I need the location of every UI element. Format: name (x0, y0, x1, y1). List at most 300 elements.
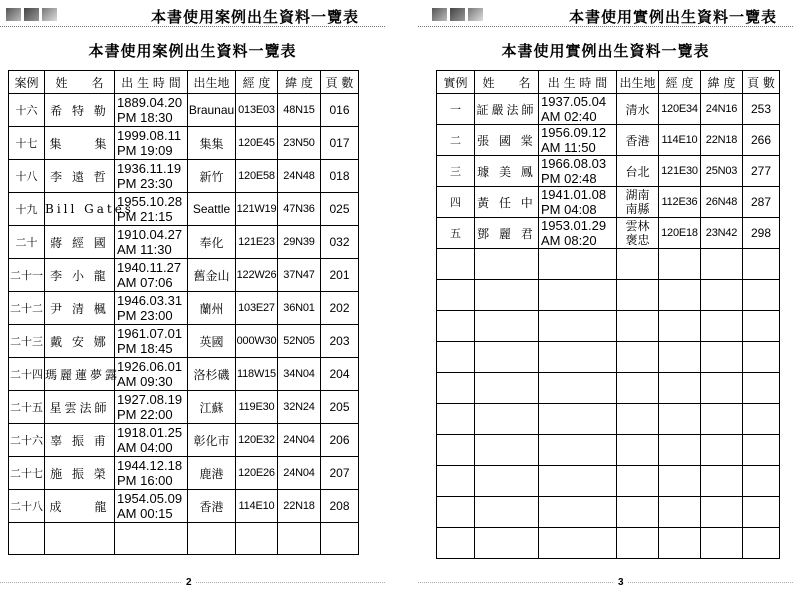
name-cell: 鄧 麗 君 (475, 218, 539, 249)
case-number-cell: 四 (437, 187, 475, 218)
name-cell: 施 振 榮 (45, 457, 115, 490)
empty-cell (617, 280, 659, 311)
empty-cell (743, 249, 780, 280)
empty-cell (539, 497, 617, 528)
birth-clock-time: AM 04:00 (117, 440, 173, 455)
name-cell: Bill Gates (45, 193, 115, 226)
longitude-cell: 000W30 (236, 325, 278, 358)
longitude-cell: 121W19 (236, 193, 278, 226)
birth-date: 1936.11.19 (117, 161, 182, 176)
empty-table-row (437, 435, 780, 466)
birthplace-cell: 奉化 (188, 226, 236, 259)
page-number-cell: 207 (321, 457, 359, 490)
longitude-cell: 112E36 (659, 187, 701, 218)
birthplace-line: 湖南 (625, 188, 650, 202)
empty-cell (701, 435, 743, 466)
case-number-cell: 二十七 (9, 457, 45, 490)
empty-table-row (437, 497, 780, 528)
page-number-cell: 208 (321, 490, 359, 523)
right-table-header-row (437, 71, 780, 94)
empty-cell (659, 249, 701, 280)
birthplace-cell: 蘭州 (188, 292, 236, 325)
longitude-cell: 114E10 (236, 490, 278, 523)
latitude-cell: 29N39 (278, 226, 321, 259)
column-header: 姓 名 (475, 71, 539, 94)
birth-date: 1966.08.03 (541, 156, 607, 171)
table-row (9, 94, 359, 127)
left-table-header-row (9, 71, 359, 94)
birth-clock-time: PM 04:08 (541, 202, 597, 217)
column-header: 出 生 時 間 (539, 71, 617, 94)
birth-time-cell (115, 457, 188, 490)
birth-clock-time: AM 09:30 (117, 374, 173, 389)
empty-cell (743, 528, 780, 559)
latitude-cell: 26N48 (701, 187, 743, 218)
empty-cell (321, 523, 359, 555)
birthplace-cell: 洛杉磯 (188, 358, 236, 391)
table-row (9, 424, 359, 457)
right-page (418, 0, 793, 593)
empty-cell (701, 342, 743, 373)
table-row (9, 259, 359, 292)
birth-time-cell (115, 325, 188, 358)
longitude-cell: 103E27 (236, 292, 278, 325)
empty-table-row (437, 404, 780, 435)
birth-time-cell (539, 94, 617, 125)
case-number-cell: 十七 (9, 127, 45, 160)
column-header: 出生地 (617, 71, 659, 94)
right-page-number: 3 (614, 577, 628, 588)
empty-cell (475, 466, 539, 497)
longitude-cell: 114E10 (659, 125, 701, 156)
birth-date: 1927.08.19 (117, 392, 183, 407)
birth-time-cell (115, 127, 188, 160)
name-cell: 張 國 棠 (475, 125, 539, 156)
birth-date: 1937.05.04 (541, 94, 607, 109)
birthplace-cell: 集集 (188, 127, 236, 160)
latitude-cell: 48N15 (278, 94, 321, 127)
birth-date: 1955.10.28 (117, 194, 183, 209)
empty-cell (437, 311, 475, 342)
empty-cell (539, 528, 617, 559)
table-row (9, 127, 359, 160)
birthplace-cell: 彰化市 (188, 424, 236, 457)
empty-cell (45, 523, 115, 555)
empty-cell (278, 523, 321, 555)
birth-clock-time: PM 02:48 (541, 171, 597, 186)
birthplace-cell: 香港 (617, 125, 659, 156)
case-number-cell: 五 (437, 218, 475, 249)
birth-clock-time: PM 22:00 (117, 407, 173, 422)
empty-cell (617, 497, 659, 528)
birthplace-cell: Braunau (188, 94, 236, 127)
birthplace-line: 南縣 (625, 202, 650, 216)
empty-cell (617, 311, 659, 342)
case-number-cell: 三 (437, 156, 475, 187)
case-number-cell: 二十四 (9, 358, 45, 391)
empty-table-row (437, 373, 780, 404)
table-row (9, 490, 359, 523)
empty-cell (437, 342, 475, 373)
empty-cell (659, 497, 701, 528)
longitude-cell: 119E30 (236, 391, 278, 424)
birth-clock-time: PM 16:00 (117, 473, 173, 488)
birth-date: 1999.08.11 (117, 128, 182, 143)
empty-cell (539, 342, 617, 373)
column-header: 經 度 (236, 71, 278, 94)
empty-cell (743, 342, 780, 373)
empty-table-row (437, 280, 780, 311)
birth-clock-time: AM 11:50 (541, 140, 596, 155)
empty-cell (539, 311, 617, 342)
birth-time-cell (115, 292, 188, 325)
right-birth-data-table (436, 70, 780, 559)
empty-cell (437, 466, 475, 497)
latitude-cell: 47N36 (278, 193, 321, 226)
empty-cell (701, 466, 743, 497)
column-header: 頁 數 (321, 71, 359, 94)
birthplace-cell: 鹿港 (188, 457, 236, 490)
latitude-cell: 25N03 (701, 156, 743, 187)
empty-cell (701, 373, 743, 404)
empty-cell (475, 311, 539, 342)
page-number-cell: 205 (321, 391, 359, 424)
table-row (9, 457, 359, 490)
empty-table-row (437, 528, 780, 559)
longitude-cell: 120E18 (659, 218, 701, 249)
birth-time-cell (115, 391, 188, 424)
birthplace-cell: 台北 (617, 156, 659, 187)
right-footer-divider (418, 582, 793, 583)
case-number-cell: 二十二 (9, 292, 45, 325)
left-page-number: 2 (182, 577, 196, 588)
empty-table-row (9, 523, 359, 555)
right-header-title: 本書使用實例出生資料一覽表 (568, 8, 777, 26)
right-table-title: 本書使用實例出生資料一覽表 (501, 42, 710, 60)
longitude-cell: 122W26 (236, 259, 278, 292)
name-cell: 証嚴法師 (475, 94, 539, 125)
birth-time-cell (539, 125, 617, 156)
empty-table-row (437, 311, 780, 342)
page-number-cell: 201 (321, 259, 359, 292)
empty-cell (115, 523, 188, 555)
birth-time-cell (115, 424, 188, 457)
birth-time-cell (539, 218, 617, 249)
page-number-cell: 017 (321, 127, 359, 160)
birth-clock-time: PM 18:30 (117, 110, 173, 125)
column-header: 實例 (437, 71, 475, 94)
empty-cell (617, 249, 659, 280)
latitude-cell: 36N01 (278, 292, 321, 325)
latitude-cell: 23N42 (701, 218, 743, 249)
longitude-cell: 121E30 (659, 156, 701, 187)
page-number-cell: 025 (321, 193, 359, 226)
empty-table-row (437, 249, 780, 280)
empty-cell (617, 466, 659, 497)
birth-time-cell (115, 94, 188, 127)
page-number-cell: 203 (321, 325, 359, 358)
birth-date: 1944.12.18 (117, 458, 183, 473)
name-cell: 璩 美 鳳 (475, 156, 539, 187)
latitude-cell: 37N47 (278, 259, 321, 292)
latitude-cell: 24N04 (278, 457, 321, 490)
birthplace-cell (617, 187, 659, 218)
name-cell: 黃 任 中 (475, 187, 539, 218)
name-cell: 李 小 龍 (45, 259, 115, 292)
table-row (437, 187, 780, 218)
empty-cell (475, 342, 539, 373)
name-cell: 尹 清 楓 (45, 292, 115, 325)
case-number-cell: 二十一 (9, 259, 45, 292)
name-cell: 希 特 勒 (45, 94, 115, 127)
empty-cell (539, 249, 617, 280)
birth-time-cell (115, 490, 188, 523)
empty-cell (659, 311, 701, 342)
longitude-cell: 120E45 (236, 127, 278, 160)
empty-cell (659, 435, 701, 466)
right-page-footer (418, 577, 793, 589)
empty-cell (659, 342, 701, 373)
table-row (437, 218, 780, 249)
empty-cell (437, 404, 475, 435)
page-number-cell: 206 (321, 424, 359, 457)
empty-cell (475, 435, 539, 466)
column-header: 緯 度 (701, 71, 743, 94)
birthplace-cell: Seattle (188, 193, 236, 226)
empty-cell (743, 311, 780, 342)
empty-cell (539, 404, 617, 435)
birth-time-cell (115, 226, 188, 259)
empty-cell (617, 373, 659, 404)
page-number-cell: 204 (321, 358, 359, 391)
column-header: 緯 度 (278, 71, 321, 94)
page-number-cell: 277 (743, 156, 780, 187)
empty-cell (539, 466, 617, 497)
empty-cell (617, 404, 659, 435)
left-running-header (0, 4, 385, 26)
empty-cell (617, 435, 659, 466)
page-number-cell: 287 (743, 187, 780, 218)
empty-cell (743, 280, 780, 311)
name-cell: 戴 安 娜 (45, 325, 115, 358)
birth-clock-time: AM 02:40 (541, 109, 597, 124)
empty-cell (475, 280, 539, 311)
empty-cell (701, 497, 743, 528)
latitude-cell: 32N24 (278, 391, 321, 424)
empty-cell (437, 528, 475, 559)
case-number-cell: 二十八 (9, 490, 45, 523)
page-number-cell: 016 (321, 94, 359, 127)
birthplace-cell: 英國 (188, 325, 236, 358)
birth-time-cell (115, 358, 188, 391)
latitude-cell: 24N04 (278, 424, 321, 457)
longitude-cell: 120E34 (659, 94, 701, 125)
birth-time-cell (539, 187, 617, 218)
empty-cell (617, 342, 659, 373)
header-decoration-icon (432, 8, 483, 21)
birth-date: 1918.01.25 (117, 425, 183, 440)
empty-cell (475, 404, 539, 435)
name-cell: 辜 振 甫 (45, 424, 115, 457)
empty-cell (437, 435, 475, 466)
empty-cell (743, 373, 780, 404)
birth-date: 1889.04.20 (117, 95, 183, 110)
longitude-cell: 013E03 (236, 94, 278, 127)
name-cell: 成 龍 (45, 490, 115, 523)
empty-cell (9, 523, 45, 555)
birthplace-cell: 新竹 (188, 160, 236, 193)
column-header: 頁 數 (743, 71, 780, 94)
name-cell: 蔣 經 國 (45, 226, 115, 259)
birth-time-cell (539, 156, 617, 187)
empty-table-row (437, 466, 780, 497)
empty-cell (743, 466, 780, 497)
left-header-title: 本書使用案例出生資料一覽表 (150, 8, 359, 26)
empty-cell (659, 404, 701, 435)
empty-cell (701, 280, 743, 311)
page-number-cell: 266 (743, 125, 780, 156)
page-number-cell: 202 (321, 292, 359, 325)
empty-cell (659, 528, 701, 559)
empty-cell (539, 280, 617, 311)
empty-cell (437, 373, 475, 404)
case-number-cell: 二 (437, 125, 475, 156)
empty-cell (437, 497, 475, 528)
empty-cell (659, 373, 701, 404)
birth-clock-time: PM 18:45 (117, 341, 173, 356)
table-row (9, 160, 359, 193)
case-number-cell: 二十三 (9, 325, 45, 358)
name-cell: 集 集 (45, 127, 115, 160)
page-number-cell: 032 (321, 226, 359, 259)
empty-cell (701, 249, 743, 280)
birthplace-cell: 香港 (188, 490, 236, 523)
longitude-cell: 120E32 (236, 424, 278, 457)
empty-cell (475, 373, 539, 404)
latitude-cell: 52N05 (278, 325, 321, 358)
name-cell: 星雲法師 (45, 391, 115, 424)
name-cell: 李 遠 哲 (45, 160, 115, 193)
case-number-cell: 一 (437, 94, 475, 125)
case-number-cell: 二十五 (9, 391, 45, 424)
case-number-cell: 十六 (9, 94, 45, 127)
column-header: 出 生 時 間 (115, 71, 188, 94)
empty-cell (437, 280, 475, 311)
left-header-divider (0, 26, 385, 27)
birth-date: 1953.01.29 (541, 218, 607, 233)
birthplace-cell: 江蘇 (188, 391, 236, 424)
empty-cell (475, 528, 539, 559)
case-number-cell: 二十 (9, 226, 45, 259)
birth-date: 1941.01.08 (541, 187, 607, 202)
birth-date: 1926.06.01 (117, 359, 183, 374)
birth-time-cell (115, 193, 188, 226)
page-number-cell: 298 (743, 218, 780, 249)
column-header: 案例 (9, 71, 45, 94)
birth-date: 1961.07.01 (117, 326, 183, 341)
empty-cell (475, 497, 539, 528)
birth-date: 1954.05.09 (117, 491, 183, 506)
birthplace-cell (617, 218, 659, 249)
longitude-cell: 121E23 (236, 226, 278, 259)
empty-cell (188, 523, 236, 555)
birth-clock-time: AM 11:30 (117, 242, 172, 257)
birth-date: 1910.04.27 (117, 227, 183, 242)
table-row (9, 292, 359, 325)
longitude-cell: 118W15 (236, 358, 278, 391)
table-row (437, 156, 780, 187)
empty-cell (701, 528, 743, 559)
table-row (9, 391, 359, 424)
latitude-cell: 22N18 (701, 125, 743, 156)
latitude-cell: 34N04 (278, 358, 321, 391)
left-page (0, 0, 385, 593)
left-birth-data-table (8, 70, 359, 555)
empty-cell (539, 373, 617, 404)
table-row (437, 94, 780, 125)
left-table-title: 本書使用案例出生資料一覽表 (88, 42, 297, 60)
latitude-cell: 23N50 (278, 127, 321, 160)
empty-cell (659, 466, 701, 497)
column-header: 出生地 (188, 71, 236, 94)
empty-cell (701, 404, 743, 435)
case-number-cell: 十九 (9, 193, 45, 226)
right-header-divider (418, 26, 793, 27)
page-number-cell: 253 (743, 94, 780, 125)
column-header: 姓 名 (45, 71, 115, 94)
page-number-cell: 018 (321, 160, 359, 193)
table-row (9, 193, 359, 226)
birth-time-cell (115, 160, 188, 193)
latitude-cell: 22N18 (278, 490, 321, 523)
empty-cell (743, 497, 780, 528)
empty-cell (437, 249, 475, 280)
empty-cell (617, 528, 659, 559)
birth-clock-time: AM 08:20 (541, 233, 597, 248)
empty-table-row (437, 342, 780, 373)
table-row (437, 125, 780, 156)
empty-cell (539, 435, 617, 466)
case-number-cell: 十八 (9, 160, 45, 193)
birthplace-line: 褒忠 (625, 233, 650, 247)
birth-clock-time: PM 21:15 (117, 209, 173, 224)
empty-cell (659, 280, 701, 311)
empty-cell (743, 404, 780, 435)
birth-date: 1956.09.12 (541, 125, 607, 140)
birth-date: 1940.11.27 (117, 260, 182, 275)
birth-clock-time: PM 23:30 (117, 176, 173, 191)
birthplace-cell: 舊金山 (188, 259, 236, 292)
right-running-header (418, 4, 793, 26)
birth-time-cell (115, 259, 188, 292)
latitude-cell: 24N48 (278, 160, 321, 193)
case-number-cell: 二十六 (9, 424, 45, 457)
birth-date: 1946.03.31 (117, 293, 183, 308)
birth-clock-time: AM 00:15 (117, 506, 173, 521)
birth-clock-time: AM 07:06 (117, 275, 173, 290)
latitude-cell: 24N16 (701, 94, 743, 125)
empty-cell (236, 523, 278, 555)
birthplace-line: 雲林 (625, 219, 650, 233)
column-header: 經 度 (659, 71, 701, 94)
header-decoration-icon (6, 8, 57, 21)
birth-clock-time: PM 23:00 (117, 308, 173, 323)
empty-cell (475, 249, 539, 280)
empty-cell (743, 435, 780, 466)
table-row (9, 226, 359, 259)
longitude-cell: 120E58 (236, 160, 278, 193)
page-gutter (395, 0, 396, 593)
